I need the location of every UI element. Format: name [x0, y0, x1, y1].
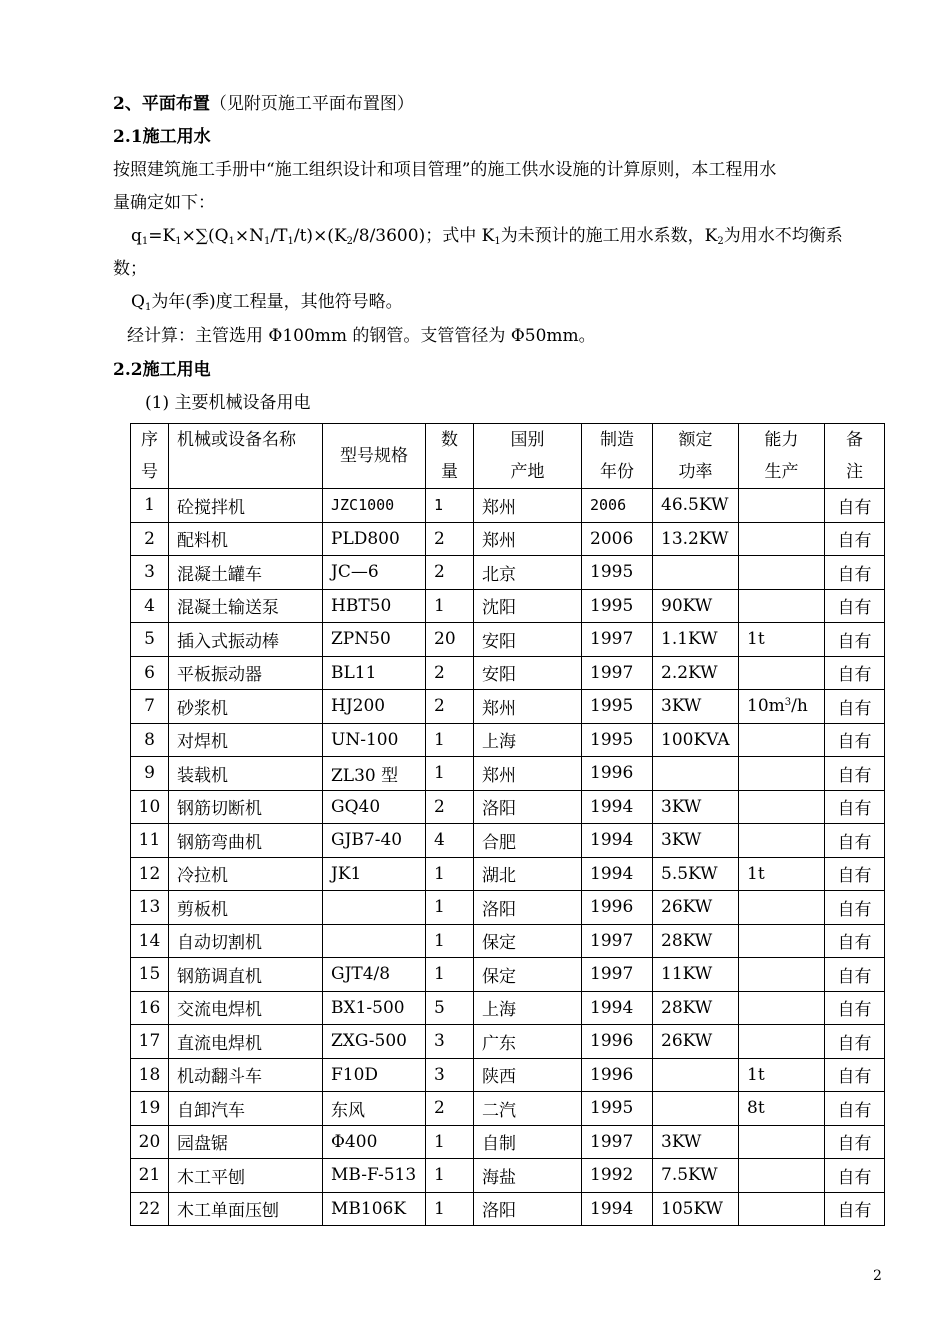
cell-capacity — [739, 556, 825, 590]
table-row — [131, 1125, 885, 1159]
cell-model: MB106K — [323, 1192, 426, 1226]
cell-remark: 自有 — [825, 556, 885, 590]
header-name: 机械或设备名称 — [169, 424, 323, 489]
cell-no: 9 — [131, 757, 169, 791]
cell-qty: 1 — [426, 723, 474, 757]
cell-name: 园盘锯 — [169, 1125, 323, 1159]
cell-year: 1994 — [582, 1192, 653, 1226]
cell-qty: 1 — [426, 857, 474, 891]
cell-power — [653, 757, 739, 791]
cell-capacity — [739, 522, 825, 556]
cell-name: 交流电焊机 — [169, 991, 323, 1025]
table-row — [131, 1159, 885, 1193]
cell-model: 东风 — [323, 1092, 426, 1126]
cell-year: 1994 — [582, 824, 653, 858]
table-row — [131, 656, 885, 690]
cell-power: 7.5KW — [653, 1159, 739, 1193]
cell-remark: 自有 — [825, 790, 885, 824]
cell-remark: 自有 — [825, 489, 885, 523]
cell-model: ZPN50 — [323, 623, 426, 657]
cell-name: 钢筋切断机 — [169, 790, 323, 824]
cell-origin: 郑州 — [474, 757, 582, 791]
cell-qty: 1 — [426, 489, 474, 523]
cell-qty: 2 — [426, 690, 474, 724]
cell-remark: 自有 — [825, 1025, 885, 1059]
cell-capacity — [739, 924, 825, 958]
cell-power: 5.5KW — [653, 857, 739, 891]
cell-no: 16 — [131, 991, 169, 1025]
paragraph-line-2: 量确定如下： — [113, 193, 215, 213]
formula-line: $q_1=K_1\times\sum(Q_1\times N_1/T_1/t)\times(K_2/8/3600)$；式中 $K_1$为未预计的施工用水系数，$K_2$为用水不均衡系 — [131, 226, 843, 247]
header-remark: 备 注 — [825, 424, 885, 489]
cell-no: 4 — [131, 589, 169, 623]
cell-capacity — [739, 790, 825, 824]
cell-power: 13.2KW — [653, 522, 739, 556]
cell-model — [323, 891, 426, 925]
cell-qty: 3 — [426, 1025, 474, 1059]
cell-no: 17 — [131, 1025, 169, 1059]
cell-power: 11KW — [653, 958, 739, 992]
cell-name: 插入式振动棒 — [169, 623, 323, 657]
cell-no: 15 — [131, 958, 169, 992]
cell-origin: 安阳 — [474, 623, 582, 657]
cell-origin: 海盐 — [474, 1159, 582, 1193]
cell-year: 2006 — [582, 522, 653, 556]
cell-qty: 2 — [426, 556, 474, 590]
cell-model: HJ200 — [323, 690, 426, 724]
cell-year: 1996 — [582, 891, 653, 925]
table-row — [131, 891, 885, 925]
cell-no: 2 — [131, 522, 169, 556]
cell-capacity — [739, 589, 825, 623]
cell-model: BL11 — [323, 656, 426, 690]
cell-capacity — [739, 1159, 825, 1193]
cell-qty: 3 — [426, 1058, 474, 1092]
cell-remark: 自有 — [825, 991, 885, 1025]
cell-model: GJB7-40 — [323, 824, 426, 858]
cell-model: Φ400 — [323, 1125, 426, 1159]
cell-no: 18 — [131, 1058, 169, 1092]
cell-year: 1995 — [582, 690, 653, 724]
cell-capacity — [739, 1192, 825, 1226]
cell-name: 钢筋调直机 — [169, 958, 323, 992]
cell-year: 1997 — [582, 656, 653, 690]
cell-power: 1.1KW — [653, 623, 739, 657]
cell-no: 22 — [131, 1192, 169, 1226]
cell-remark: 自有 — [825, 589, 885, 623]
cell-origin: 郑州 — [474, 522, 582, 556]
table-row — [131, 924, 885, 958]
cell-capacity: $10m^3/h$ — [739, 690, 825, 724]
cell-no: 1 — [131, 489, 169, 523]
cell-no: 12 — [131, 857, 169, 891]
cell-no: 10 — [131, 790, 169, 824]
cell-year: 1997 — [582, 924, 653, 958]
header-power: 额定 功率 — [653, 424, 739, 489]
cell-qty: 1 — [426, 1192, 474, 1226]
cell-no: 14 — [131, 924, 169, 958]
table-header-row — [131, 424, 885, 489]
cell-qty: 2 — [426, 656, 474, 690]
cell-power — [653, 1058, 739, 1092]
cell-capacity — [739, 656, 825, 690]
cell-no: 21 — [131, 1159, 169, 1193]
cell-origin: 洛阳 — [474, 891, 582, 925]
cell-name: 自动切割机 — [169, 924, 323, 958]
cell-capacity — [739, 489, 825, 523]
cell-power: 26KW — [653, 891, 739, 925]
cell-model: JZC1000 — [323, 489, 426, 523]
cell-year: 1994 — [582, 857, 653, 891]
cell-remark: 自有 — [825, 690, 885, 724]
table-row — [131, 790, 885, 824]
cell-power: 3KW — [653, 1125, 739, 1159]
cell-capacity — [739, 958, 825, 992]
section-2-note: （见附页施工平面布置图） — [209, 94, 414, 114]
table-row — [131, 991, 885, 1025]
header-model: 型号规格 — [323, 424, 426, 489]
cell-qty: 1 — [426, 757, 474, 791]
cell-origin: 保定 — [474, 958, 582, 992]
cell-origin: 二汽 — [474, 1092, 582, 1126]
cell-origin: 合肥 — [474, 824, 582, 858]
cell-power: 2.2KW — [653, 656, 739, 690]
cell-name: 直流电焊机 — [169, 1025, 323, 1059]
cell-power: 3KW — [653, 790, 739, 824]
cell-remark: 自有 — [825, 857, 885, 891]
cell-remark: 自有 — [825, 1125, 885, 1159]
cell-no: 6 — [131, 656, 169, 690]
cell-no: 8 — [131, 723, 169, 757]
cell-name: 混凝土输送泵 — [169, 589, 323, 623]
cell-remark: 自有 — [825, 891, 885, 925]
formula-line-2: 数； — [113, 259, 147, 279]
cell-qty: 1 — [426, 924, 474, 958]
cell-model: PLD800 — [323, 522, 426, 556]
equipment-table-body — [131, 489, 885, 1226]
cell-remark: 自有 — [825, 1159, 885, 1193]
cell-power: 90KW — [653, 589, 739, 623]
cell-no: 7 — [131, 690, 169, 724]
cell-year: 1995 — [582, 556, 653, 590]
cell-power: 26KW — [653, 1025, 739, 1059]
table-row — [131, 723, 885, 757]
q1-definition: $Q_1$为年(季)度工程量，其他符号略。 — [131, 292, 403, 313]
table-row — [131, 1092, 885, 1126]
cell-capacity: 1t — [739, 857, 825, 891]
cell-origin: 洛阳 — [474, 1192, 582, 1226]
cell-qty: 20 — [426, 623, 474, 657]
cell-remark: 自有 — [825, 1192, 885, 1226]
cell-name: 砼搅拌机 — [169, 489, 323, 523]
cell-origin: 湖北 — [474, 857, 582, 891]
cell-power — [653, 556, 739, 590]
cell-power: 3KW — [653, 690, 739, 724]
cell-qty: 1 — [426, 1159, 474, 1193]
cell-year: 1996 — [582, 757, 653, 791]
cell-capacity — [739, 1025, 825, 1059]
cell-qty: 5 — [426, 991, 474, 1025]
cell-power: 28KW — [653, 924, 739, 958]
cell-year: 1997 — [582, 958, 653, 992]
cell-name: 配料机 — [169, 522, 323, 556]
cell-qty: 2 — [426, 790, 474, 824]
table-row — [131, 522, 885, 556]
cell-capacity: 1t — [739, 623, 825, 657]
cell-year: 1996 — [582, 1058, 653, 1092]
cell-power: 46.5KW — [653, 489, 739, 523]
cell-year: 1995 — [582, 723, 653, 757]
section-2-1-heading: 2.1施工用水 — [113, 127, 211, 147]
table-row — [131, 958, 885, 992]
cell-name: 木工平刨 — [169, 1159, 323, 1193]
cell-qty: 1 — [426, 891, 474, 925]
cell-origin: 北京 — [474, 556, 582, 590]
table-row — [131, 757, 885, 791]
cell-model — [323, 924, 426, 958]
cell-model: HBT50 — [323, 589, 426, 623]
cell-capacity — [739, 757, 825, 791]
cell-name: 平板振动器 — [169, 656, 323, 690]
table-row — [131, 556, 885, 590]
cell-qty: 1 — [426, 1125, 474, 1159]
table-row — [131, 690, 885, 724]
cell-model: GQ40 — [323, 790, 426, 824]
cell-year: 1996 — [582, 1025, 653, 1059]
cell-origin: 安阳 — [474, 656, 582, 690]
header-capacity: 能力 生产 — [739, 424, 825, 489]
cell-remark: 自有 — [825, 958, 885, 992]
cell-capacity — [739, 991, 825, 1025]
cell-capacity: 8t — [739, 1092, 825, 1126]
cell-name: 自卸汽车 — [169, 1092, 323, 1126]
cell-name: 机动翻斗车 — [169, 1058, 323, 1092]
table-row — [131, 1192, 885, 1226]
section-2-heading — [113, 93, 414, 115]
cell-model: JK1 — [323, 857, 426, 891]
table-row — [131, 1058, 885, 1092]
cell-model: F10D — [323, 1058, 426, 1092]
cell-remark: 自有 — [825, 757, 885, 791]
header-origin: 国别 产地 — [474, 424, 582, 489]
cell-remark: 自有 — [825, 723, 885, 757]
cell-origin: 郑州 — [474, 690, 582, 724]
cell-year: 1994 — [582, 991, 653, 1025]
cell-power: 105KW — [653, 1192, 739, 1226]
cell-year: 1995 — [582, 1092, 653, 1126]
cell-name: 混凝土罐车 — [169, 556, 323, 590]
cell-remark: 自有 — [825, 824, 885, 858]
cell-capacity — [739, 723, 825, 757]
cell-no: 11 — [131, 824, 169, 858]
equipment-table — [130, 423, 885, 1226]
table-row — [131, 857, 885, 891]
section-2-title: 2、平面布置 — [113, 94, 210, 114]
cell-remark: 自有 — [825, 623, 885, 657]
cell-model: JC—6 — [323, 556, 426, 590]
paragraph-line-1: 按照建筑施工手册中“施工组织设计和项目管理”的施工供水设施的计算原则，本工程用水 — [113, 160, 777, 180]
cell-name: 对焊机 — [169, 723, 323, 757]
cell-origin: 上海 — [474, 991, 582, 1025]
cell-name: 砂浆机 — [169, 690, 323, 724]
cell-year: 1995 — [582, 589, 653, 623]
cell-name: 装载机 — [169, 757, 323, 791]
cell-remark: 自有 — [825, 656, 885, 690]
cell-remark: 自有 — [825, 924, 885, 958]
cell-capacity — [739, 891, 825, 925]
cell-model: UN-100 — [323, 723, 426, 757]
cell-capacity — [739, 824, 825, 858]
cell-capacity: 1t — [739, 1058, 825, 1092]
header-no: 序 号 — [131, 424, 169, 489]
cell-no: 20 — [131, 1125, 169, 1159]
cell-capacity — [739, 1125, 825, 1159]
cell-qty: 4 — [426, 824, 474, 858]
cell-no: 3 — [131, 556, 169, 590]
cell-power: 28KW — [653, 991, 739, 1025]
section-2-2-heading: 2.2施工用电 — [113, 360, 211, 380]
cell-year: 1997 — [582, 623, 653, 657]
cell-origin: 广东 — [474, 1025, 582, 1059]
cell-year: 1992 — [582, 1159, 653, 1193]
cell-model: BX1-500 — [323, 991, 426, 1025]
cell-year: 2006 — [582, 489, 653, 523]
cell-remark: 自有 — [825, 522, 885, 556]
cell-no: 13 — [131, 891, 169, 925]
table-row — [131, 489, 885, 523]
cell-origin: 洛阳 — [474, 790, 582, 824]
cell-year: 1994 — [582, 790, 653, 824]
page-number: 2 — [873, 1268, 882, 1284]
cell-qty: 1 — [426, 958, 474, 992]
cell-remark: 自有 — [825, 1092, 885, 1126]
cell-model: ZL30 型 — [323, 757, 426, 791]
cell-no: 5 — [131, 623, 169, 657]
cell-power — [653, 1092, 739, 1126]
cell-origin: 上海 — [474, 723, 582, 757]
cell-qty: 2 — [426, 522, 474, 556]
cell-name: 剪板机 — [169, 891, 323, 925]
cell-name: 钢筋弯曲机 — [169, 824, 323, 858]
cell-no: 19 — [131, 1092, 169, 1126]
cell-origin: 郑州 — [474, 489, 582, 523]
cell-qty: 2 — [426, 1092, 474, 1126]
cell-year: 1997 — [582, 1125, 653, 1159]
cell-name: 冷拉机 — [169, 857, 323, 891]
cell-origin: 保定 — [474, 924, 582, 958]
cell-origin: 自制 — [474, 1125, 582, 1159]
cell-remark: 自有 — [825, 1058, 885, 1092]
cell-power: 3KW — [653, 824, 739, 858]
table-row — [131, 824, 885, 858]
header-year: 制造 年份 — [582, 424, 653, 489]
cell-model: MB-F-513 — [323, 1159, 426, 1193]
cell-model: ZXG-500 — [323, 1025, 426, 1059]
cell-power: 100KVA — [653, 723, 739, 757]
table-row — [131, 623, 885, 657]
table-row — [131, 1025, 885, 1059]
subsection-1-heading: (1) 主要机械设备用电 — [145, 393, 311, 413]
cell-origin: 陕西 — [474, 1058, 582, 1092]
calculation-result: 经计算：主管选用 Φ100mm 的钢管。支管管径为 Φ50mm。 — [127, 326, 596, 346]
cell-model: GJT4/8 — [323, 958, 426, 992]
cell-origin: 沈阳 — [474, 589, 582, 623]
table-row — [131, 589, 885, 623]
cell-qty: 1 — [426, 589, 474, 623]
cell-name: 木工单面压刨 — [169, 1192, 323, 1226]
header-qty: 数 量 — [426, 424, 474, 489]
